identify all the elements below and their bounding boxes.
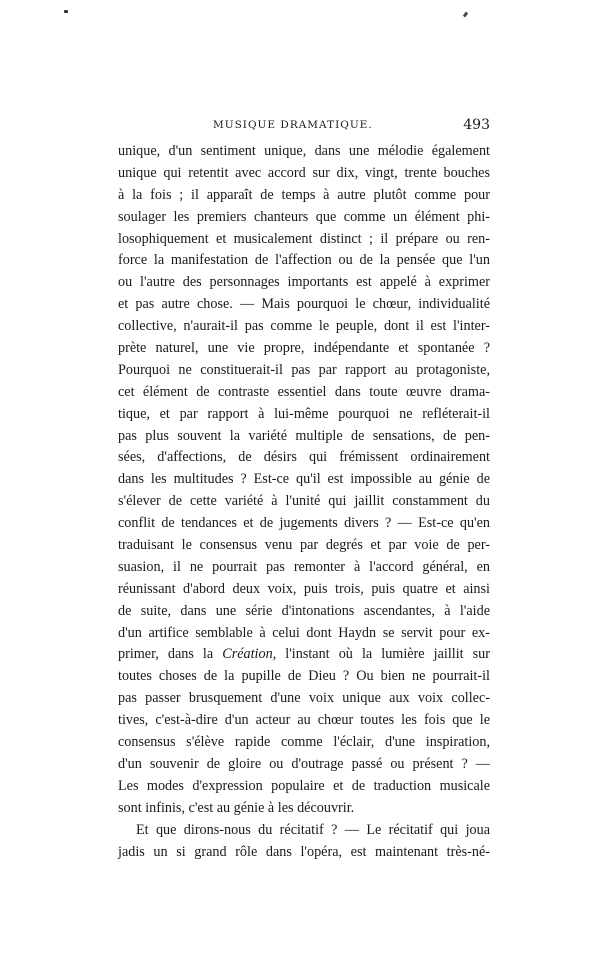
page-number: 493 xyxy=(463,117,490,133)
text-line: Pourquoi ne constituerait-il pas par rapport au protagoniste, xyxy=(118,361,490,378)
text-line: collective, n'aurait-il pas comme le peuple, dont il est l'inter- xyxy=(118,318,490,335)
text-line: force la manifestation de l'affection ou de la pensée que l'un xyxy=(118,252,490,269)
text-line: traduisant le consensus venu par degrés et par voie de per- xyxy=(118,537,490,554)
text-line: Les modes d'expression populaire et de traduction musicale xyxy=(118,777,490,794)
text-line: suasion, il ne pourrait pas remonter à l'accord général, en xyxy=(118,558,490,575)
page-header xyxy=(118,117,490,137)
text-line: unique qui retentit avec accord sur dix, vingt, trente bouches xyxy=(118,164,490,181)
text-line xyxy=(118,644,490,666)
italic-title: Création xyxy=(222,646,273,663)
paragraph-last-line: sont infinis, c'est au génie à les découvrir. xyxy=(118,799,355,816)
ink-speck xyxy=(463,12,468,18)
text-line: cet élément de contraste essentiel dans toute œuvre drama- xyxy=(118,383,490,400)
text-line: de suite, dans une série d'intonations ascendantes, à l'aide xyxy=(118,602,490,619)
text-line: soulager les premiers chanteurs que comme un élément phi- xyxy=(118,208,490,225)
text-line: à la fois ; il apparaît de temps à autre plutôt comme pour xyxy=(118,186,490,203)
text-line: dans les multitudes ? Est-ce qu'il est impossible au génie de xyxy=(118,471,490,488)
text-line: pas passer brusquement d'une voix unique aux voix collec- xyxy=(118,690,490,707)
text-line: unique, d'un sentiment unique, dans une mélodie également xyxy=(118,143,490,159)
text-line: sées, d'affections, de désirs qui frémissent ordinairement xyxy=(118,449,490,466)
text-line: s'élever de cette variété à l'unité qui jaillit constamment du xyxy=(118,493,490,510)
text-line: tives, c'est-à-dire d'un acteur au chœur toutes les fois que le xyxy=(118,712,490,729)
text-line: toutes choses de la pupille de Dieu ? Ou bien ne pourrait-il xyxy=(118,668,490,685)
running-title: MUSIQUE DRAMATIQUE. xyxy=(213,119,373,131)
text-line: d'un souvenir de gloire ou d'outrage passé ou présent ? — xyxy=(118,755,490,772)
text-line: d'un artifice semblable à celui dont Haydn se servit pour ex- xyxy=(118,624,490,641)
ink-speck xyxy=(64,10,68,13)
text-line: ou l'autre des personnages importants est appelé à exprimer xyxy=(118,274,490,291)
text-line: réunissant d'abord deux voix, puis trois, puis quatre et ainsi xyxy=(118,580,490,597)
text-line: pas plus souvent la variété multiple de sensations, de pen- xyxy=(118,427,490,444)
text-line: et pas autre chose. — Mais pourquoi le chœur, individualité xyxy=(118,296,490,313)
body-text xyxy=(118,141,490,863)
line-part: primer, dans la xyxy=(118,646,223,663)
text-line: losophiquement et musicalement distinct ; il prépare ou ren- xyxy=(118,230,490,247)
text-line: jadis un si grand rôle dans l'opéra, est maintenant très-né- xyxy=(118,843,490,860)
text-line: prète naturel, une vie propre, indépendante et spontanée ? xyxy=(118,340,490,357)
text-line: conflit de tendances et de jugements divers ? — Est-ce qu'en xyxy=(118,515,490,532)
text-line: tique, et par rapport à lui-même pourquoi ne refléterait-il xyxy=(118,405,490,422)
paragraph-first-line: Et que dirons-nous du récitatif ? — Le récitatif qui joua xyxy=(136,821,490,838)
text-line: consensus s'élève rapide comme l'éclair, d'une inspiration, xyxy=(118,734,490,751)
line-part: , l'instant où la lumière jaillit sur xyxy=(272,646,490,663)
